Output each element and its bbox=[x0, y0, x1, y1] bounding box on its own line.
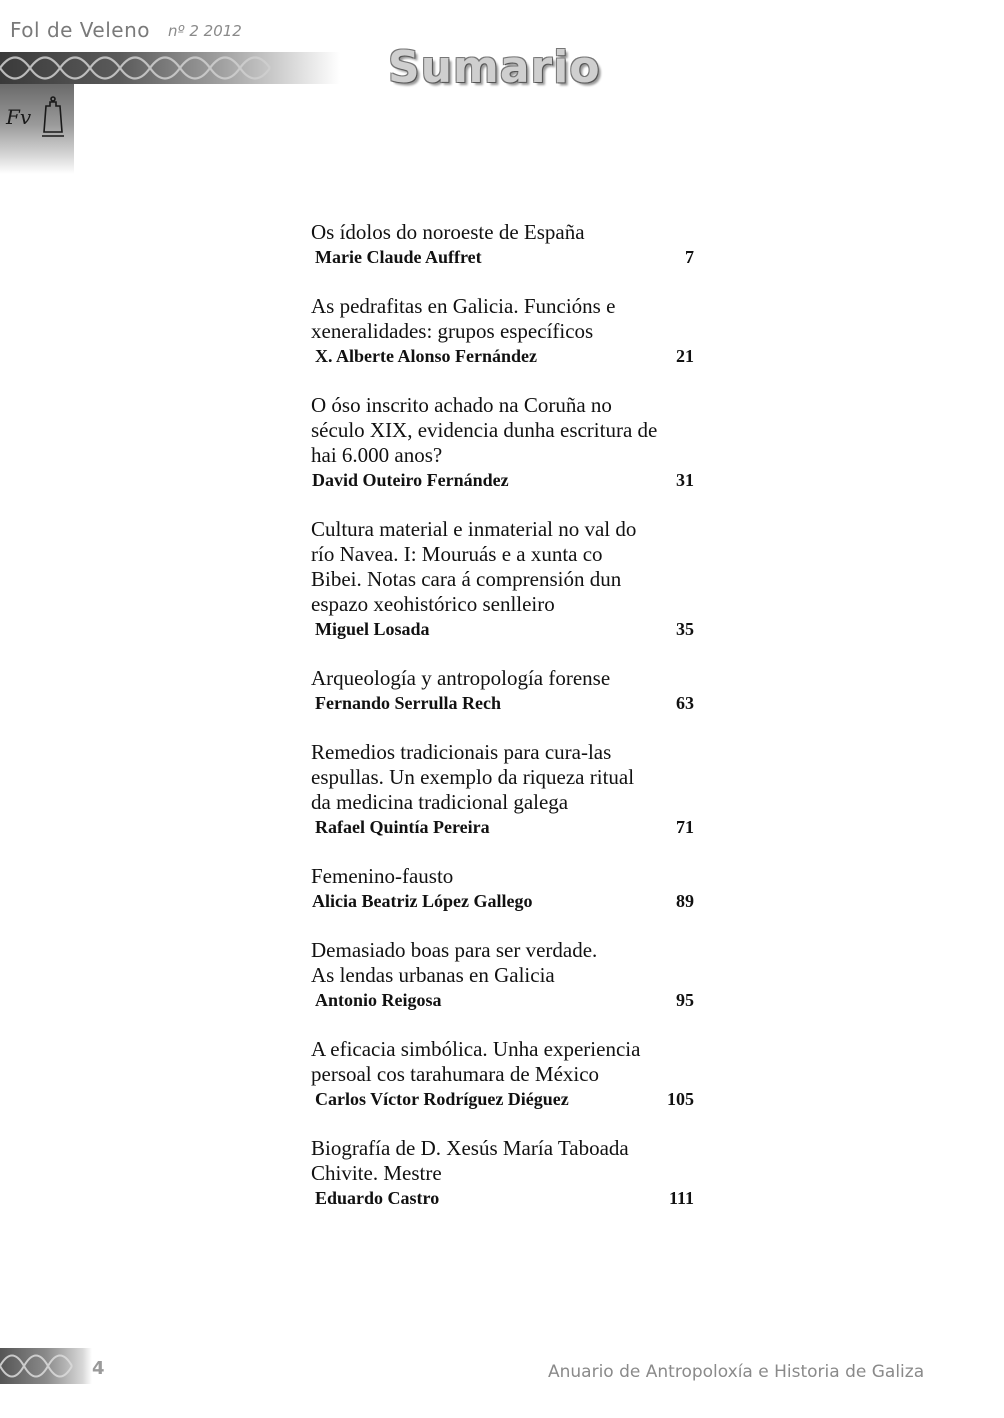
title-line: hai 6.000 anos? bbox=[311, 443, 443, 467]
toc-entry[interactable] bbox=[311, 740, 696, 840]
toc-entry[interactable] bbox=[311, 1136, 696, 1211]
title-line: Cultura material e inmaterial no val do bbox=[311, 517, 637, 541]
entry-author-row bbox=[311, 691, 696, 716]
author-name: Fernando Serrulla Rech bbox=[315, 693, 501, 713]
title-line: Arqueología y antropología forense bbox=[311, 666, 611, 690]
title-line: xeneralidades: grupos específicos bbox=[311, 319, 594, 343]
title-line: O óso inscrito achado na Coruña no bbox=[311, 393, 612, 417]
entry-author-row bbox=[311, 468, 696, 493]
title-line: espullas. Un exemplo da riqueza ritual bbox=[311, 765, 635, 789]
toc-entry[interactable] bbox=[311, 393, 696, 493]
entry-author-row bbox=[311, 617, 696, 642]
celtic-knot-icon bbox=[0, 1348, 92, 1384]
entry-title bbox=[311, 220, 696, 245]
toc-entry[interactable] bbox=[311, 517, 696, 642]
issue-label: nº 2 2012 bbox=[168, 22, 242, 40]
author-name: Antonio Reigosa bbox=[315, 990, 442, 1010]
title-line: As pedrafitas en Galicia. Funcións e bbox=[311, 294, 616, 318]
entry-title bbox=[311, 666, 696, 691]
footer-page-number: 4 bbox=[92, 1358, 105, 1379]
page-number: 111 bbox=[668, 1188, 694, 1208]
title-line: Femenino-fausto bbox=[311, 864, 454, 888]
title-line: século XIX, evidencia dunha escritura de bbox=[311, 418, 658, 442]
toc-entry[interactable] bbox=[311, 220, 696, 270]
entry-title bbox=[311, 393, 696, 468]
entry-author-row bbox=[311, 1087, 696, 1112]
entry-author-row bbox=[311, 815, 696, 840]
toc-entry[interactable] bbox=[311, 294, 696, 369]
author-name: Marie Claude Auffret bbox=[315, 247, 482, 267]
bell-logo-icon bbox=[4, 94, 70, 142]
entry-author-row bbox=[311, 1186, 696, 1211]
page-number: 21 bbox=[676, 346, 694, 366]
author-name: David Outeiro Fernández bbox=[312, 470, 509, 490]
toc-entry[interactable] bbox=[311, 666, 696, 716]
celtic-knot-band-icon bbox=[0, 52, 340, 84]
title-line: Bibei. Notas cara á comprensión dun bbox=[311, 567, 622, 591]
entry-title bbox=[311, 740, 696, 815]
toc-entry[interactable] bbox=[311, 864, 696, 914]
page-number: 105 bbox=[667, 1089, 694, 1109]
entry-title bbox=[311, 294, 696, 344]
title-line: espazo xeohistórico senlleiro bbox=[311, 592, 555, 616]
table-of-contents bbox=[311, 220, 696, 1235]
page-number: 71 bbox=[676, 817, 694, 837]
page-number: 35 bbox=[676, 619, 694, 639]
page-number: 89 bbox=[676, 891, 694, 911]
page-number: 63 bbox=[676, 693, 694, 713]
page-title: Sumario bbox=[388, 42, 601, 93]
author-name: Alicia Beatriz López Gallego bbox=[312, 891, 533, 911]
header-corner-block bbox=[0, 84, 74, 174]
author-name: Eduardo Castro bbox=[315, 1188, 440, 1208]
toc-entry[interactable] bbox=[311, 938, 696, 1013]
title-line: persoal cos tarahumara de México bbox=[311, 1062, 600, 1086]
entry-author-row bbox=[311, 344, 696, 369]
title-line: Chivite. Mestre bbox=[311, 1161, 442, 1185]
title-line: As lendas urbanas en Galicia bbox=[311, 963, 555, 987]
entry-author-row bbox=[311, 988, 696, 1013]
footer-ornament-band bbox=[0, 1348, 92, 1384]
title-line: da medicina tradicional galega bbox=[311, 790, 569, 814]
entry-title bbox=[311, 864, 696, 889]
author-name: Miguel Losada bbox=[315, 619, 430, 639]
title-line: Os ídolos do noroeste de España bbox=[311, 220, 585, 244]
title-line: Demasiado boas para ser verdade. bbox=[311, 938, 598, 962]
title-line: A eficacia simbólica. Unha experiencia bbox=[311, 1037, 641, 1061]
footer-publication-name: Anuario de Antropoloxía e Historia de Galiza bbox=[548, 1362, 925, 1382]
entry-author-row bbox=[311, 889, 696, 914]
entry-title bbox=[311, 938, 696, 988]
journal-name: Fol de Veleno bbox=[10, 18, 151, 42]
page-number: 95 bbox=[676, 990, 694, 1010]
title-line: Biografía de D. Xesús María Taboada bbox=[311, 1136, 629, 1160]
logo-text: Fv bbox=[6, 105, 32, 129]
title-line: Remedios tradicionais para cura-las bbox=[311, 740, 612, 764]
entry-author-row bbox=[311, 245, 696, 270]
entry-title bbox=[311, 1037, 696, 1087]
toc-entry[interactable] bbox=[311, 1037, 696, 1112]
header-ornament-band bbox=[0, 52, 340, 84]
author-name: Rafael Quintía Pereira bbox=[315, 817, 490, 837]
author-name: Carlos Víctor Rodríguez Diéguez bbox=[315, 1089, 569, 1109]
author-name: X. Alberte Alonso Fernández bbox=[315, 346, 537, 366]
page-number: 7 bbox=[685, 247, 694, 267]
title-line: río Navea. I: Mouruás e a xunta co bbox=[311, 542, 603, 566]
page-number: 31 bbox=[676, 470, 694, 490]
entry-title bbox=[311, 517, 696, 617]
entry-title bbox=[311, 1136, 696, 1186]
